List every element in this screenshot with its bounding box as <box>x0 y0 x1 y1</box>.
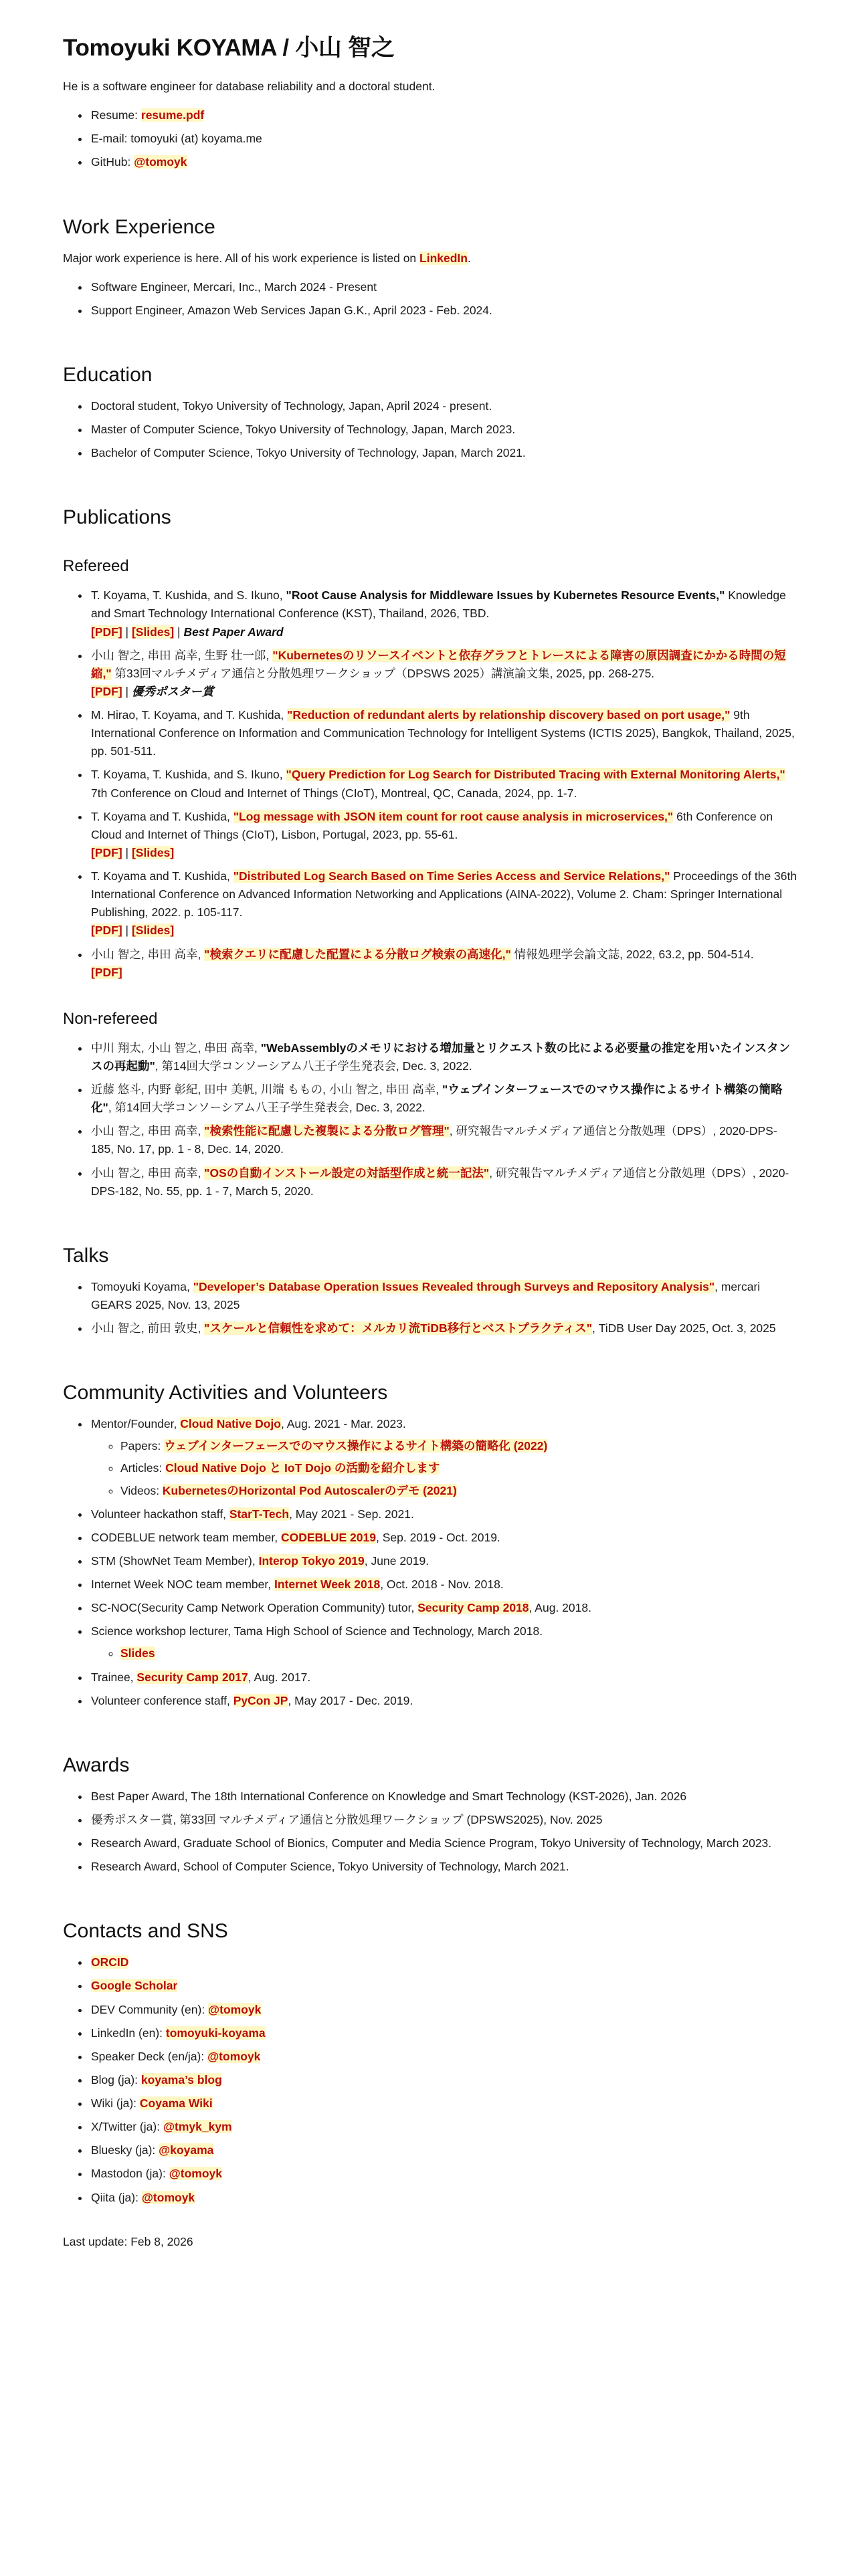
text-span: Blog (ja): <box>91 2072 141 2086</box>
text-span: Tomoyuki Koyama, <box>91 1279 193 1293</box>
list-item <box>90 278 797 296</box>
list-item <box>90 1622 797 1662</box>
community-heading: Community Activities and Volunteers <box>63 1382 388 1404</box>
list-item <box>90 2141 797 2159</box>
list-item <box>90 1599 797 1617</box>
talk-title-link[interactable]: "スケールと信頼性を求めて：メルカリ流TiDB移行とベストプラクティス" <box>204 1321 593 1335</box>
list-item <box>90 2189 797 2207</box>
text-span: 9th International Conference on Information and Communication Technology for Intelligent Systems (ICTIS 2025), Bangkok, Thailand, 2025, pp. 501-511. <box>91 708 795 758</box>
text-span: T. Koyama, T. Kushida, and S. Ikuno, <box>91 588 286 603</box>
community-list <box>63 1415 797 1710</box>
videos-link[interactable]: KubernetesのHorizontal Pod Autoscalerのデモ (2021) <box>162 1483 457 1497</box>
text-span: , June 2019. <box>364 1553 430 1568</box>
list-item <box>90 867 797 940</box>
pdf-link[interactable]: [PDF] <box>91 625 122 639</box>
profile-links-list <box>63 106 797 171</box>
text-span: , 第14回大学コンソーシアム八王子学生発表会, Dec. 3, 2022. <box>155 1059 472 1073</box>
twitter-link[interactable]: @tmyk_kym <box>163 2120 232 2134</box>
text-span: , Sep. 2019 - Oct. 2019. <box>375 1530 500 1544</box>
list-item <box>120 1644 797 1662</box>
text-span: E-mail: tomoyuki (at) koyama.me <box>91 132 262 146</box>
text-span: Support Engineer, Amazon Web Services Japan G.K., April 2023 - Feb. 2024. <box>91 303 492 317</box>
text-span: | <box>174 625 184 639</box>
text-span: LinkedIn (en): <box>91 2026 166 2040</box>
wiki-link[interactable]: Coyama Wiki <box>139 2097 213 2110</box>
papers-link[interactable]: ウェブインターフェースでのマウス操作によるサイト構築の簡略化 (2022) <box>164 1439 548 1453</box>
talks-heading: Talks <box>63 1244 109 1267</box>
list-item <box>90 1669 797 1687</box>
text-span: Videos: <box>120 1483 163 1497</box>
award-note: Best Paper Award <box>183 625 284 639</box>
text-span: Doctoral student, Tokyo University of Technology, Japan, April 2024 - present. <box>91 399 492 413</box>
text-span: DEV Community (en): <box>91 2002 209 2016</box>
orcid-link[interactable]: ORCID <box>91 1955 129 1969</box>
list-item <box>90 1122 797 1158</box>
paper-title-link[interactable]: "Log message with JSON item count for root cause analysis in microservices," <box>233 809 674 823</box>
text-span: Trainee, <box>91 1670 137 1684</box>
text-span: Volunteer hackathon staff, <box>91 1507 229 1521</box>
paper-title: "WebAssemblyのメモリにおける増加量とリクエスト数の比による必要量の推定を用いたインスタンスの再起動" <box>91 1041 791 1073</box>
text-span: X/Twitter (ja): <box>91 2120 163 2134</box>
text-span: Knowledge and Smart Technology International Conference (KST), Thailand, 2026, TBD. <box>91 588 786 621</box>
text-span: , Aug. 2021 - Mar. 2023. <box>280 1417 406 1431</box>
text-span: M. Hirao, T. Koyama, and T. Kushida, <box>91 708 288 722</box>
text-span: 小山 智之, 串田 高幸, <box>91 1124 205 1138</box>
text-span: 小山 智之, 串田 高幸, <box>91 947 205 961</box>
text-span: Speaker Deck (en/ja): <box>91 2049 208 2063</box>
sub-list <box>91 1437 797 1499</box>
text-span: Resume: <box>91 108 141 122</box>
list-item <box>120 1459 797 1477</box>
list-item <box>90 1039 797 1075</box>
mastodon-link[interactable]: @tomoyk <box>169 2167 223 2181</box>
list-item <box>90 1858 797 1876</box>
text-span: Articles: <box>120 1461 166 1475</box>
text-span: 7th Conference on Cloud and Internet of Things (CIoT), Montreal, QC, Canada, 2024, pp. 1-7. <box>91 786 577 800</box>
slides-link[interactable]: [Slides] <box>131 625 175 639</box>
text-span: , Aug. 2018. <box>529 1601 591 1615</box>
list-item <box>90 444 797 462</box>
slides-link[interactable]: Slides <box>120 1646 155 1660</box>
text-span: 優秀ポスター賞, 第33回 マルチメディア通信と分散処理ワークショップ (DPSWS2025), Nov. 2025 <box>91 1812 603 1826</box>
blog-link[interactable]: koyama’s blog <box>140 2072 222 2086</box>
text-span: Volunteer conference staff, <box>91 1693 233 1707</box>
list-item <box>90 106 797 124</box>
list-item <box>90 397 797 415</box>
security-camp-2018-link[interactable]: Security Camp 2018 <box>417 1601 529 1615</box>
text-span: 近藤 悠斗, 内野 彰紀, 田中 美帆, 川端 ももの, 小山 智之, 串田 高幸, <box>91 1083 443 1096</box>
text-span: Wiki (ja): <box>91 2097 140 2110</box>
slides-link[interactable]: [Slides] <box>131 924 175 938</box>
cloud-native-dojo-link[interactable]: Cloud Native Dojo <box>180 1417 281 1431</box>
list-item <box>90 2048 797 2066</box>
text-span: 小山 智之, 串田 高幸, <box>91 1166 205 1180</box>
nonrefereed-publications-list <box>63 1039 797 1200</box>
text-span: , mercari GEARS 2025, Nov. 13, 2025 <box>91 1279 761 1311</box>
list-item <box>90 1081 797 1117</box>
paper-title-link[interactable]: "検索クエリに配慮した配置による分散ログ検索の高速化," <box>204 947 511 961</box>
interop-link[interactable]: Interop Tokyo 2019 <box>258 1553 365 1568</box>
list-item <box>90 1164 797 1200</box>
paper-title: "ウェブインターフェースでのマウス操作によるサイト構築の簡略化" <box>91 1083 783 1115</box>
list-item <box>90 647 797 701</box>
text-span: , 第14回大学コンソーシアム八王子学生発表会, Dec. 3, 2022. <box>108 1101 425 1115</box>
list-item <box>90 2001 797 2019</box>
text-span: 小山 智之, 串田 高幸, 生野 壮一郎, <box>91 648 273 662</box>
list-item <box>90 1319 797 1337</box>
work-experience-heading: Work Experience <box>63 215 215 238</box>
list-item <box>90 302 797 320</box>
list-item <box>120 1437 797 1455</box>
text-span: , 研究報告マルチメディア通信と分散処理（DPS）, 2020-DPS-185, No. 17, pp. 1 - 8, Dec. 14, 2020. <box>91 1124 777 1156</box>
codeblue-link[interactable]: CODEBLUE 2019 <box>280 1530 376 1544</box>
text-span: | <box>122 625 132 639</box>
text-span: STM (ShowNet Team Member), <box>91 1553 259 1568</box>
dev-community-link[interactable]: @tomoyk <box>208 2002 262 2016</box>
contacts-heading: Contacts and SNS <box>63 1920 228 1943</box>
text-span: | <box>122 684 132 698</box>
pycon-jp-link[interactable]: PyCon JP <box>233 1693 288 1707</box>
text-span: 小山 智之, 前田 敦史, <box>91 1321 205 1335</box>
text-span: Qiita (ja): <box>91 2190 142 2204</box>
text-span: , TiDB User Day 2025, Oct. 3, 2025 <box>592 1321 776 1335</box>
list-item <box>90 766 797 802</box>
text-span: T. Koyama and T. Kushida, <box>91 809 233 823</box>
text-span: Science workshop lecturer, Tama High School of Science and Technology, March 2018. <box>91 1624 543 1638</box>
pdf-link[interactable]: [PDF] <box>91 924 122 938</box>
text-span: . <box>467 251 471 265</box>
list-item <box>90 1977 797 1995</box>
text-span: T. Koyama and T. Kushida, <box>91 869 233 883</box>
text-span: Software Engineer, Mercari, Inc., March 2024 - Present <box>91 280 377 294</box>
last-update: Last update: Feb 8, 2026 <box>63 2234 193 2248</box>
text-span: CODEBLUE network team member, <box>91 1530 281 1544</box>
bluesky-link[interactable]: @koyama <box>159 2143 214 2157</box>
education-heading: Education <box>63 363 153 386</box>
page-title: Tomoyuki KOYAMA / 小山 智之 <box>63 35 395 61</box>
paper-title-link[interactable]: "Reduction of redundant alerts by relationship discovery based on port usage," <box>287 708 731 722</box>
text-span: , May 2017 - Dec. 2019. <box>288 1693 413 1707</box>
text-span: T. Koyama, T. Kushida, and S. Ikuno, <box>91 768 286 782</box>
pdf-link[interactable]: [PDF] <box>91 965 122 979</box>
text-span: Major work experience is here. All of his work experience is listed on <box>63 251 420 265</box>
text-span: SC-NOC(Security Camp Network Operation Community) tutor, <box>91 1601 418 1615</box>
github-link[interactable]: @tomoyk <box>134 155 187 169</box>
security-camp-2017-link[interactable]: Security Camp 2017 <box>136 1670 248 1684</box>
intro-text: He is a software engineer for database reliability and a doctoral student. <box>63 80 436 93</box>
list-item <box>90 1788 797 1806</box>
list-item <box>120 1482 797 1500</box>
list-item <box>90 1692 797 1710</box>
talks-list <box>63 1278 797 1337</box>
list-item <box>90 586 797 641</box>
list-item <box>90 2095 797 2113</box>
talk-title-link[interactable]: "Developer’s Database Operation Issues Revealed through Surveys and Repository Analysis" <box>193 1279 715 1293</box>
text-span: 6th Conference on Cloud and Internet of Things (CIoT), Lisbon, Portugal, 2023, pp. 55-61. <box>91 809 773 841</box>
list-item <box>90 2118 797 2136</box>
list-item <box>90 421 797 439</box>
sub-list <box>91 1644 797 1662</box>
text-span: 第33回マルチメディア通信と分散処理ワークショップ（DPSWS 2025）講演論文集, 2025, pp. 268-275. <box>111 666 655 680</box>
list-item <box>90 2071 797 2089</box>
slides-link[interactable]: [Slides] <box>131 845 175 859</box>
google-scholar-link[interactable]: Google Scholar <box>91 1979 178 1993</box>
text-span: Best Paper Award, The 18th International Conference on Knowledge and Smart Technology (KST-2026), Jan. 2026 <box>91 1789 687 1803</box>
list-item <box>90 130 797 148</box>
text-span: , Oct. 2018 - Nov. 2018. <box>380 1578 504 1591</box>
text-span: Mentor/Founder, <box>91 1417 181 1431</box>
awards-list <box>63 1788 797 1876</box>
pdf-link[interactable]: [PDF] <box>91 845 122 859</box>
text-span: Mastodon (ja): <box>91 2167 169 2181</box>
internet-week-link[interactable]: Internet Week 2018 <box>274 1578 381 1591</box>
list-item <box>90 1278 797 1314</box>
contacts-list <box>63 1953 797 2206</box>
text-span: 中川 翔太, 小山 智之, 串田 高幸, <box>91 1041 261 1055</box>
list-item <box>90 1505 797 1523</box>
text-span: , May 2021 - Sep. 2021. <box>289 1507 414 1521</box>
publications-heading: Publications <box>63 506 171 529</box>
text-span: , 研究報告マルチメディア通信と分散処理（DPS）, 2020-DPS-182, No. 55, pp. 1 - 7, March 5, 2020. <box>91 1166 789 1198</box>
list-item <box>90 706 797 760</box>
speaker-deck-link[interactable]: @tomoyk <box>207 2049 261 2063</box>
text-span: , Aug. 2017. <box>248 1670 311 1684</box>
text-span: Bachelor of Computer Science, Tokyo University of Technology, Japan, March 2021. <box>91 446 526 460</box>
text-span: Bluesky (ja): <box>91 2143 159 2157</box>
paper-title-link[interactable]: "OSの自動インストール設定の対話型作成と統一記法" <box>204 1166 490 1180</box>
text-span: Papers: <box>120 1439 165 1453</box>
work-experience-intro <box>63 249 797 267</box>
text-span: | <box>122 845 132 859</box>
list-item <box>90 1811 797 1829</box>
list-item <box>90 1415 797 1500</box>
list-item <box>90 2024 797 2042</box>
list-item <box>90 946 797 982</box>
list-item <box>90 1529 797 1547</box>
list-item <box>90 1576 797 1594</box>
award-note: 優秀ポスター賞 <box>131 684 214 698</box>
text-span: GitHub: <box>91 155 134 169</box>
linkedin-link[interactable]: LinkedIn <box>419 251 468 265</box>
qiita-link[interactable]: @tomoyk <box>141 2190 195 2204</box>
text-span: Research Award, School of Computer Science, Tokyo University of Technology, March 2021. <box>91 1860 569 1874</box>
paper-title-link[interactable]: "Query Prediction for Log Search for Distributed Tracing with External Monitoring Alerts," <box>286 768 785 782</box>
paper-title: "Root Cause Analysis for Middleware Issues by Kubernetes Resource Events," <box>286 588 725 603</box>
paper-title-link[interactable]: "Kubernetesのリソースイベントと依存グラフとトレースによる障害の原因調査にかかる時間の短縮," <box>91 648 786 680</box>
refereed-publications-list <box>63 586 797 982</box>
linkedin-profile-link[interactable]: tomoyuki-koyama <box>165 2026 266 2040</box>
text-span: Proceedings of the 36th International Conference on Advanced Information Networking and Applications (AINA-2022), Volume 2. Cham: Springer International Publishing, 2022. p. 105-117. <box>91 869 797 920</box>
articles-link[interactable]: Cloud Native Dojo と IoT Dojo の活動を紹介します <box>165 1461 440 1475</box>
text-span: 情報処理学会論文誌, 2022, 63.2, pp. 504-514. <box>510 947 754 961</box>
awards-heading: Awards <box>63 1753 130 1776</box>
paper-title-link[interactable]: "Distributed Log Search Based on Time Series Access and Service Relations," <box>233 869 670 883</box>
education-list <box>63 397 797 462</box>
list-item <box>90 808 797 862</box>
list-item <box>90 1552 797 1570</box>
text-span: Internet Week NOC team member, <box>91 1578 274 1591</box>
list-item <box>90 1834 797 1852</box>
paper-title-link[interactable]: "検索性能に配慮した複製による分散ログ管理" <box>204 1124 450 1138</box>
refereed-heading: Refereed <box>63 557 129 576</box>
start-tech-link[interactable]: StarT-Tech <box>229 1507 290 1521</box>
text-span: Master of Computer Science, Tokyo University of Technology, Japan, March 2023. <box>91 423 516 436</box>
nonrefereed-heading: Non-refereed <box>63 1009 158 1028</box>
text-span: | <box>122 924 132 938</box>
list-item <box>90 2165 797 2183</box>
list-item <box>90 153 797 171</box>
resume-link[interactable]: resume.pdf <box>140 108 205 122</box>
text-span: Research Award, Graduate School of Bionics, Computer and Media Science Program, Tokyo University of Technology, March 2023. <box>91 1836 772 1850</box>
list-item <box>90 1953 797 1971</box>
pdf-link[interactable]: [PDF] <box>91 684 122 698</box>
work-experience-list <box>63 278 797 320</box>
